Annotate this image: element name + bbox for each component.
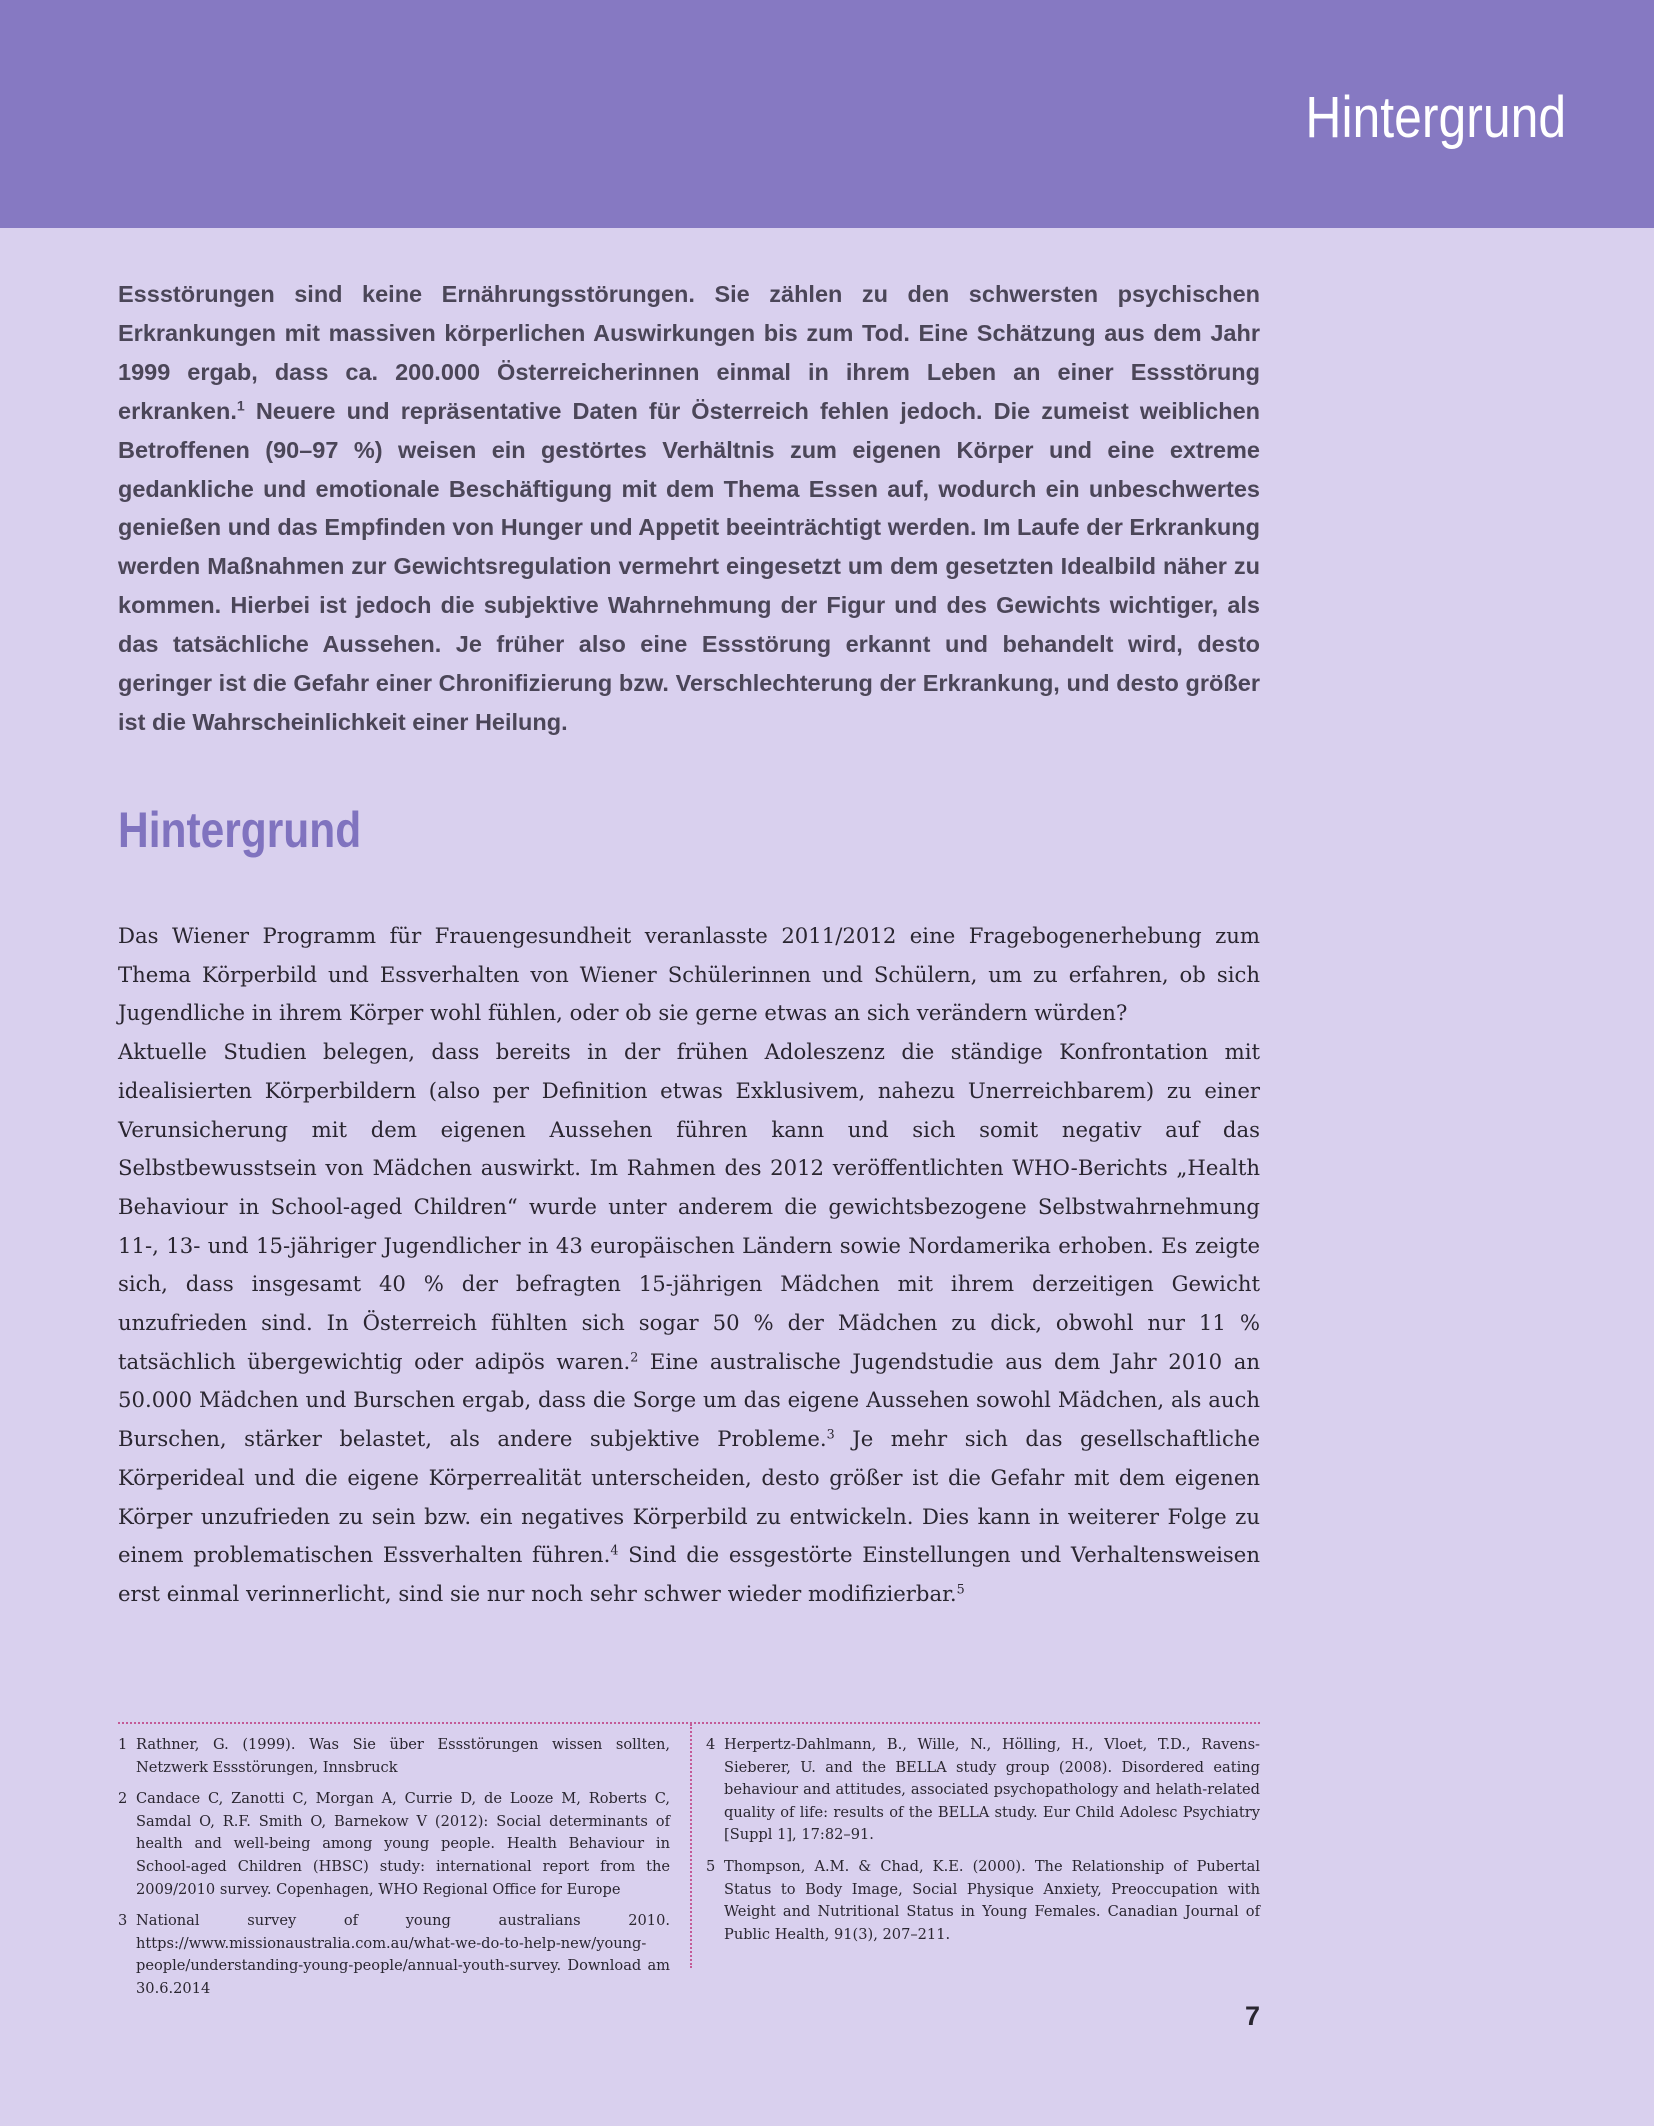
body-text-2a: Aktuelle Studien belegen, dass bereits in der frühen Adoleszenz die ständige Konfrontation mit idealisierten Körperbildern (also per Definition etwas Exklusivem, nahezu Unerreichbarem) zu einer Verunsicherung mit dem eigenen Aussehen führen kann und sich somit negativ auf das Selbstbewusstsein von Mädchen auswirkt. Im Rahmen des 2012 veröffentlichten WHO-Berichts „Health Behaviour in School-aged Children“ wurde unter anderem die gewichtsbezogene Selbstwahrnehmung 11-, 13- und 15-jähriger Jugendlicher in 43 europäischen Ländern sowie Nordamerika erhoben. Es zeigte sich, dass insgesamt 40 % der befragten 15-jährigen Mädchen mit ihrem derzeitigen Gewicht unzufrieden sind. In Österreich fühlten sich sogar 50 % der Mädchen zu dick, obwohl nur 11 % tatsächlich übergewichtig oder adipös waren. [118,1039,1260,1374]
body-text [118,917,1260,1614]
footnote-number: 5 [706,1857,716,1875]
footnotes-left-column [118,1734,670,2010]
header-band [0,0,1654,228]
footnote-number: 2 [118,1790,128,1808]
body-paragraph-2 [118,1033,1260,1614]
footnote-text: Candace C, Zanotti C, Morgan A, Currie D, de Looze M, Roberts C, Samdal O, R.F. Smith O, Barnekow V (2012): Social determinants of health and well-being among young people. Health Behaviour in School-aged Children (HBSC) study: international report from the 2009/2010 survey. Copenhagen, WHO Regional Office for Europe [136,1790,670,1898]
body-paragraph-1: Das Wiener Programm für Frauengesundheit veranlasste 2011/2012 eine Fragebogenerhebung zum Thema Körperbild und Essverhalten von Wiener Schülerinnen und Schülern, um zu erfahren, ob sich Jugendliche in ihrem Körper wohl fühlen, oder ob sie gerne etwas an sich verändern würden? [118,923,1260,1026]
footnote-ref-5[interactable]: 5 [956,1581,965,1597]
footnote-number: 3 [118,1912,128,1930]
footnote-ref-3[interactable]: 3 [826,1426,835,1442]
footnote-rule [118,1722,1260,1724]
footnote-number: 1 [118,1736,128,1753]
footnote-item [118,1910,670,2000]
page-number: 7 [1244,2001,1260,2031]
lead-text-2: Neuere und repräsentative Daten für Österreich fehlen jedoch. Die zumeist weiblichen Betroffenen (90–97 %) weisen ein gestörtes Verhältnis zum eigenen Körper und eine extreme gedankliche und emotionale Beschäftigung mit dem Thema Essen auf, wodurch ein unbeschwertes genießen und das Empfinden von Hunger und Appetit beeinträchtigt werden. Im Laufe der Erkrankung werden Maßnahmen zur Gewichtsregulation vermehrt eingesetzt um dem gesetzten Idealbild näher zu kommen. Hierbei ist jedoch die subjektive Wahrnehmung der Figur und des Gewichts wichtiger, als das tatsächliche Aussehen. Je früher also eine Essstörung erkannt und behandelt wird, desto geringer ist die Gefahr einer Chronifizierung bzw. Verschlechterung der Erkrankung, und desto größer ist die Wahrscheinlichkeit einer Heilung. [118,397,1260,735]
lead-text-1: Essstörungen sind keine Ernährungsstörungen. Sie zählen zu den schwersten psychischen Erkrankungen mit massiven körperlichen Auswirkungen bis zum Tod. Eine Schätzung aus dem Jahr 1999 ergab, dass ca. 200.000 Österreicherinnen einmal in ihrem Leben an einer Essstörung erkranken. [118,281,1260,424]
footnote-item [118,1734,670,1779]
body-text-2c: Je mehr sich das gesellschaftliche Körperideal und die eigene Körperrealität unterscheiden, desto größer ist die Gefahr mit dem eigenen Körper unzufrieden zu sein bzw. ein negatives Körperbild zu entwickeln. Dies kann in weiterer Folge zu einem problematischen Essverhalten führen. [118,1426,1260,1568]
footnote-item [706,1734,1260,1847]
footnote-ref-2[interactable]: 2 [630,1349,639,1365]
footnote-text: National survey of young australians 2010. https://www.missionaustralia.com.au/what-we-do-to-help-new/young-people/understanding-young-people/annual-youth-survey. Download am 30.6.2014 [136,1912,670,1997]
footnote-ref-1[interactable]: 1 [236,397,245,414]
footnote-ref-4[interactable]: 4 [610,1542,619,1558]
section-heading: Hintergrund [118,802,362,858]
footnote-column-divider [690,1724,692,1968]
header-title: Hintergrund [1305,85,1566,150]
body-text-2d: Sind die essgestörte Einstellungen und Verhaltensweisen erst einmal verinnerlicht, sind sie nur noch sehr schwer wieder modifizierbar. [118,1542,1260,1606]
lead-paragraph [118,275,1260,742]
footnote-item [118,1788,670,1901]
footnote-text: Herpertz-Dahlmann, B., Wille, N., Hölling, H., Vloet, T.D., Ravens-Sieberer, U. and the BELLA study group (2008). Disordered eating behaviour and attitudes, associated psychopathology and helath-related quality of life: results of the BELLA study. Eur Child Adolesc Psychiatry [Suppl 1], 17:82–91. [724,1736,1260,1844]
footnote-text: Rathner, G. (1999). Was Sie über Essstörungen wissen sollten, Netzwerk Essstörungen, Innsbruck [136,1736,670,1776]
body-text-2b: Eine australische Jugendstudie aus dem Jahr 2010 an 50.000 Mädchen und Burschen ergab, dass die Sorge um das eigene Aussehen sowohl Mädchen, als auch Burschen, stärker belastet, als andere subjektive Probleme. [118,1348,1260,1452]
footnote-number: 4 [706,1736,716,1753]
footnotes-right-column [706,1734,1260,1955]
footnote-item [706,1856,1260,1946]
footnote-text: Thompson, A.M. & Chad, K.E. (2000). The Relationship of Pubertal Status to Body Image, Social Physique Anxiety, Preoccupation with Weight and Nutritional Status in Young Females. Canadian Journal of Public Health, 91(3), 207–211. [724,1857,1260,1943]
